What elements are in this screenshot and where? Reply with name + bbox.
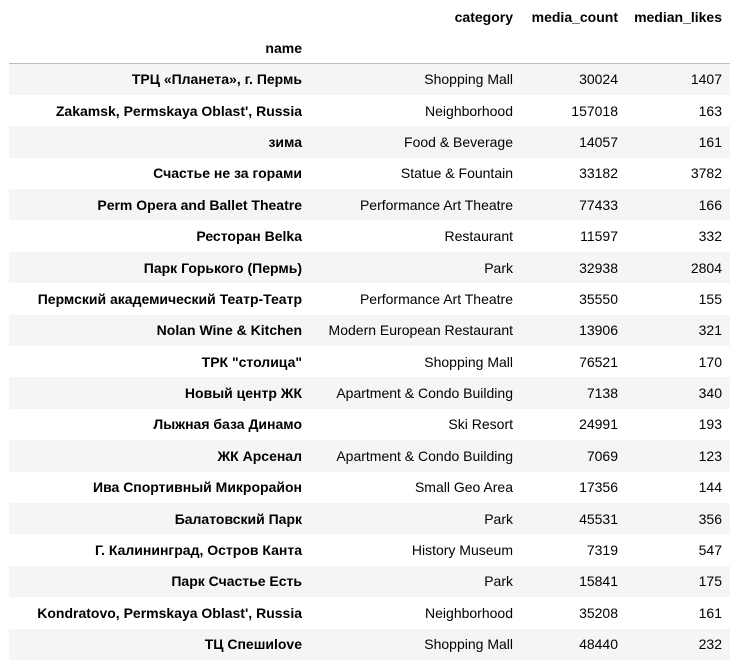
cell-median-likes: 2804 [690,259,722,276]
cell-median-likes: 321 [698,322,722,339]
row-index-name: Zakamsk, Permskaya Oblast', Russia [55,102,302,119]
row-index-name: Лыжная база Динамо [153,416,302,433]
cell-median-likes: 3782 [690,165,722,182]
blank-cell [521,33,626,64]
row-index-name: Perm Opera and Ballet Theatre [97,196,302,213]
cell-category: Small Geo Area [414,479,513,496]
cell-category: Apartment & Condo Building [336,447,513,464]
cell-median-likes: 123 [698,447,722,464]
row-index-name: Ива Спортивный Микрорайон [93,479,302,496]
table-row [9,597,730,628]
table-row [9,472,730,503]
row-index-name: Пермский академический Театр-Театр [37,290,302,307]
cell-media-count: 45531 [579,510,618,527]
cell-category: Neighborhood [425,604,513,621]
row-index-name: Счастье не за горами [153,165,302,182]
cell-media-count: 11597 [580,228,618,245]
cell-median-likes: 356 [698,510,722,527]
cell-category: Shopping Mall [424,71,513,88]
cell-category: Food & Beverage [404,133,513,150]
row-index-name: Kondratovo, Permskaya Oblast', Russia [37,604,302,621]
table-row [9,64,730,95]
table-row [9,377,730,408]
row-index-name: Парк Горького (Пермь) [143,259,302,276]
column-header-media-count: media_count [531,8,618,25]
cell-media-count: 35208 [579,604,618,621]
table-row [9,629,730,660]
row-index-name: Г. Калининград, Остров Канта [94,542,302,559]
cell-media-count: 13906 [579,322,618,339]
cell-media-count: 157018 [571,102,618,119]
cell-media-count: 30024 [579,71,618,88]
column-header-median-likes: median_likes [634,8,722,25]
cell-category: Neighborhood [425,102,513,119]
column-header-category: category [454,8,513,25]
cell-media-count: 7069 [586,447,618,464]
row-index-name: Балатовский Парк [174,510,302,527]
cell-median-likes: 166 [698,196,722,213]
cell-category: Performance Art Theatre [359,196,513,213]
cell-category: Performance Art Theatre [359,290,513,307]
table-row [9,346,730,377]
cell-median-likes: 332 [698,228,722,245]
cell-category: Modern European Restaurant [328,322,513,339]
cell-media-count: 15841 [579,573,618,590]
table-row [9,126,730,157]
row-index-name: Nolan Wine & Kitchen [156,322,302,339]
cell-median-likes: 163 [698,102,722,119]
table-row [9,534,730,565]
cell-media-count: 48440 [579,636,618,653]
table-row [9,95,730,126]
table-row [9,220,730,251]
cell-median-likes: 155 [698,290,722,307]
cell-median-likes: 193 [698,416,722,433]
cell-median-likes: 1407 [690,71,722,88]
cell-media-count: 14057 [579,133,618,150]
cell-category: Park [484,573,513,590]
cell-media-count: 7319 [586,542,618,559]
cell-category: Park [484,510,513,527]
cell-category: Park [484,259,513,276]
cell-media-count: 7138 [586,385,618,402]
table-row [9,189,730,220]
row-index-name: зима [268,133,302,150]
cell-media-count: 24991 [579,416,618,433]
cell-category: Statue & Fountain [400,165,513,182]
table-row [9,158,730,189]
cell-category: Apartment & Condo Building [336,385,513,402]
table-row [9,315,730,346]
cell-media-count: 77433 [579,196,618,213]
cell-median-likes: 340 [698,385,722,402]
cell-median-likes: 144 [698,479,722,496]
cell-category: Ski Resort [448,416,513,433]
column-header-row [9,0,730,33]
table-row [9,252,730,283]
cell-category: Shopping Mall [424,353,513,370]
dataframe-table [9,0,730,660]
blank-cell [626,33,730,64]
cell-median-likes: 161 [698,133,722,150]
cell-category: Shopping Mall [424,636,513,653]
cell-media-count: 76521 [579,353,618,370]
cell-median-likes: 161 [698,604,722,621]
row-index-name: ТЦ Спешиlove [204,636,302,653]
cell-media-count: 32938 [579,259,618,276]
blank-cell [310,33,521,64]
cell-media-count: 17356 [579,479,618,496]
table-row [9,503,730,534]
row-index-name: Парк Счастье Есть [171,573,302,590]
row-index-name: ТРЦ «Планета», г. Пермь [131,71,302,88]
cell-media-count: 35550 [579,290,618,307]
cell-category: History Museum [411,542,513,559]
row-index-name: ЖК Арсенал [217,447,302,464]
row-index-name: Новый центр ЖК [184,385,302,402]
table-row [9,283,730,314]
cell-median-likes: 175 [698,573,722,590]
blank-corner-cell [9,0,310,33]
cell-category: Restaurant [444,228,513,245]
cell-median-likes: 170 [698,353,722,370]
table-row [9,440,730,471]
cell-median-likes: 547 [698,542,722,559]
row-index-name: Ресторан Belka [196,228,302,245]
table-row [9,409,730,440]
table-row [9,566,730,597]
index-name-header: name [9,33,310,64]
index-name-row [9,33,730,64]
cell-median-likes: 232 [698,636,722,653]
table-body [9,64,730,660]
table-header [9,0,730,64]
row-index-name: ТРК "столица" [201,353,302,370]
cell-media-count: 33182 [579,165,618,182]
